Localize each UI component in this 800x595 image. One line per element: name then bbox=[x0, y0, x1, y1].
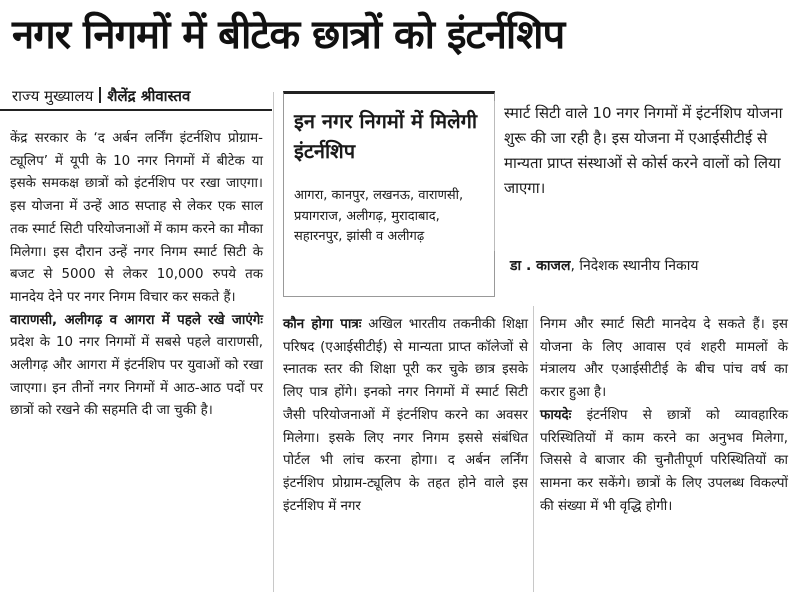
article-paragraph-1: केंद्र सरकार के ‘द अर्बन लर्निंग इंटर्नशिप प्रोग्राम-ट्यूलिप’ में यूपी के 10 नगर निगमों में बीटेक या इसके समकक्ष छात्रों को इंटर्नशिप पर रखा जाएगा। इस योजना में उन्हें आठ सप्ताह से लेकर एक साल तक स्मार्ट सिटी परियोजनाओं में काम करने का मौका मिलेगा। इस दौरान उन्हें नगर निगम स्मार्ट सिटी के बजट से 5000 से लेकर 10,000 रुपये तक मानदेय देने पर नगर निगम विचार कर सकते हैं। bbox=[10, 131, 263, 305]
byline-author: शैलेंद्र श्रीवास्तव bbox=[107, 87, 191, 105]
info-box-cities: आगरा, कानपुर, लखनऊ, वाराणसी, प्रयागराज, अलीगढ़, मुरादाबाद, सहारनपुर, झांसी व अलीगढ़ bbox=[294, 188, 464, 244]
eligibility-text: अखिल भारतीय तकनीकी शिक्षा परिषद (एआईसीटीई) से मान्यता प्राप्त कॉलेजों से स्नातक स्तर की शिक्षा पूरी कर चुके छात्र इसके लिए पात्र होंगे। इनको नगर निगमों में स्मार्ट सिटी जैसी परियोजनाओं में इंटर्नशिप करने का अवसर मिलेगा। इसके लिए नगर निगम इससे संबंधित पोर्टल भी लांच करना होगा। द अर्बन लर्निंग इंटर्नशिप प्रोग्राम-ट्यूलिप के तहत होने वाले इस इंटर्नशिप में नगर bbox=[283, 317, 529, 514]
article-paragraph-2 bbox=[10, 310, 263, 424]
column-divider-1 bbox=[273, 92, 274, 592]
subhead-eligibility: कौन होगा पात्रः bbox=[283, 317, 362, 332]
article-paragraph-3: निगम और स्मार्ट सिटी मानदेय दे सकते हैं। इस योजना के लिए आवास एवं शहरी मामलों के मंत्रालय और एआईसीटीई के बीच पांच वर्ष का करार हुआ है। bbox=[540, 317, 788, 401]
byline-rule bbox=[0, 109, 272, 111]
byline-location: राज्य मुख्यालय bbox=[12, 87, 94, 105]
info-box bbox=[283, 91, 495, 297]
subhead-varanasi: वाराणसी, अलीगढ़ व आगरा में पहले रखे जाएंगेः bbox=[10, 312, 263, 328]
benefits-paragraph bbox=[540, 405, 788, 519]
article-column-3 bbox=[540, 314, 788, 518]
article-paragraph-2-text: प्रदेश के 10 नगर निगमों में सबसे पहले वाराणसी, अलीगढ़ और आगरा में इंटर्नशिप पर युवाओं को रखा जाएगा। इन तीनों नगर निगमों में आठ-आठ पदों पर छात्रों को रखने की सहमति दी जा चुकी है। bbox=[10, 335, 263, 419]
quote-divider bbox=[494, 101, 499, 251]
headline: नगर निगमों में बीटेक छात्रों को इंटर्नशिप bbox=[12, 12, 565, 58]
benefits-text: इंटर्नशिप से छात्रों को व्यावहारिक परिस्थितियों में काम करने का अनुभव मिलेगा, जिससे वे बाजार की चुनौतीपूर्ण परिस्थितियों का सामना कर सकेंगे। छात्रों के लिए उपलब्ध विकल्पों की संख्या में भी वृद्धि होगी। bbox=[540, 407, 788, 514]
quote-name: डा . काजल bbox=[510, 258, 571, 274]
subhead-benefits: फायदेः bbox=[540, 407, 572, 423]
byline bbox=[12, 86, 190, 106]
eligibility-paragraph bbox=[283, 314, 528, 518]
article-column-2 bbox=[283, 314, 528, 518]
quote-attribution bbox=[510, 256, 699, 275]
quote-designation: , निदेशक स्थानीय निकाय bbox=[570, 258, 699, 274]
byline-separator bbox=[99, 87, 101, 103]
column-divider-2 bbox=[533, 306, 534, 592]
info-box-title: इन नगर निगमों में मिलेगी इंटर्नशिप bbox=[294, 109, 478, 163]
article-column-1 bbox=[10, 128, 263, 423]
official-quote: स्मार्ट सिटी वाले 10 नगर निगमों में इंटर्नशिप योजना शुरू की जा रही है। इस योजना में एआईसीटीई से मान्यता प्राप्त संस्थाओं से कोर्स करने वालों को लिया जाएगा। bbox=[504, 104, 783, 197]
